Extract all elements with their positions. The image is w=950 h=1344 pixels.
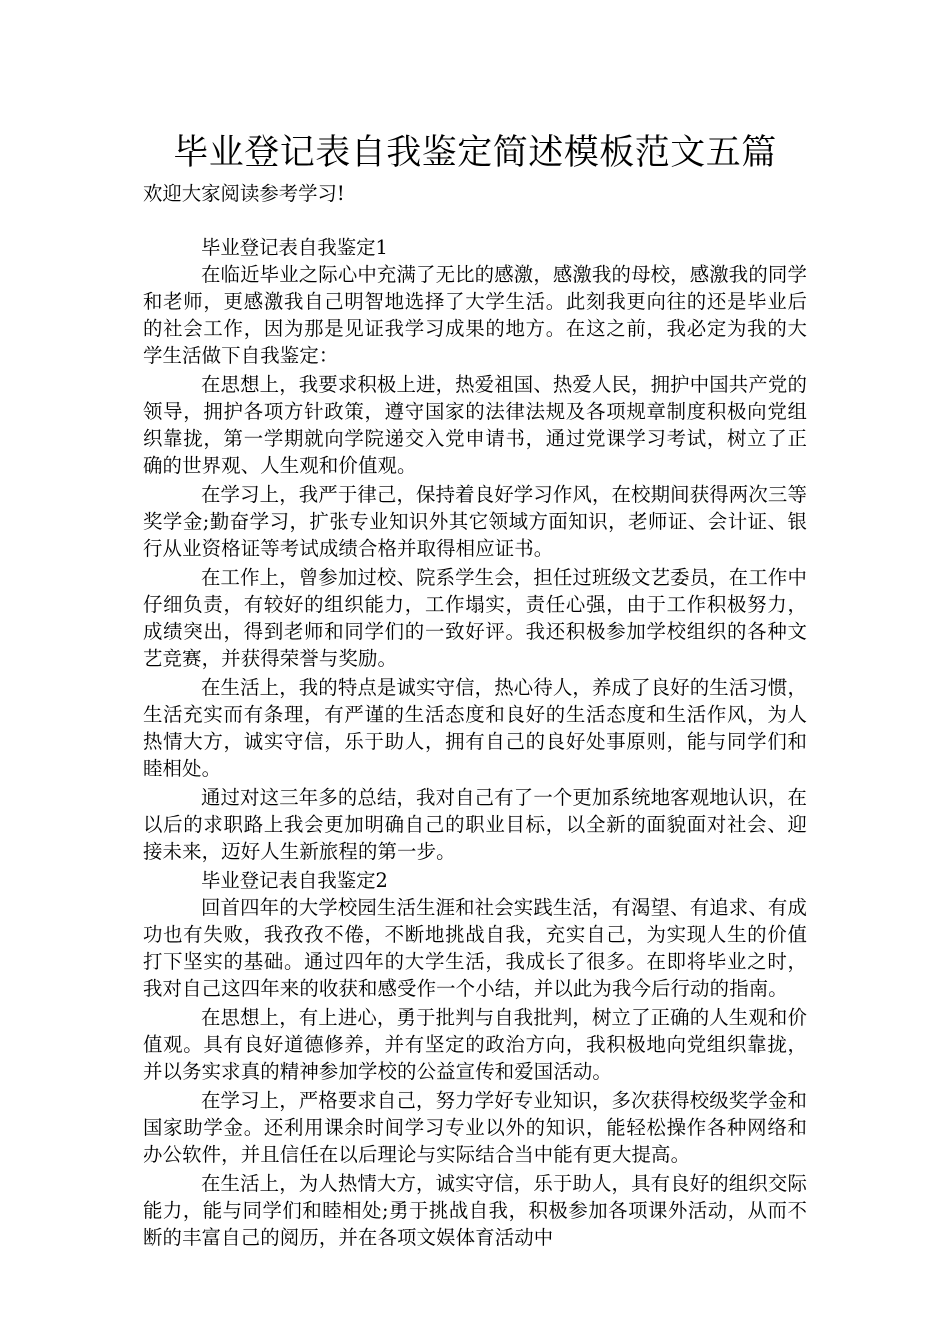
section-heading: 毕业登记表自我鉴定1 bbox=[201, 236, 388, 259]
paragraph: 通过对这三年多的总结，我对自己有了一个更加系统地客观地认识，在以后的求职路上我会更加明确自己的职业目标，以全新的面貌面对社会、迎接未来，迈好人生新旅程的第一步。 bbox=[143, 786, 807, 863]
paragraph: 在学习上，我严于律己，保持着良好学习作风，在校期间获得两次三等奖学金;勤奋学习，扩张专业知识外其它领域方面知识，老师证、会计证、银行从业资格证等考试成绩合格并取得相应证书。 bbox=[143, 483, 807, 560]
blank-line bbox=[143, 207, 807, 234]
paragraph: 在临近毕业之际心中充满了无比的感激，感激我的母校，感激我的同学和老师，更感激我自己明智地选择了大学生活。此刻我更向往的还是毕业后的社会工作，因为那是见证我学习成果的地方。在这之前，我必定为我的大学生活做下自我鉴定： bbox=[143, 263, 807, 367]
section-1 bbox=[143, 234, 807, 865]
paragraph: 在工作上，曾参加过校、院系学生会，担任过班级文艺委员，在工作中仔细负责，有较好的组织能力，工作塌实，责任心强，由于工作积极努力，成绩突出，得到老师和同学们的一致好评。我还积极参加学校组织的各种文艺竞赛，并获得荣誉与奖励。 bbox=[143, 566, 807, 670]
document-page bbox=[143, 128, 807, 1253]
document-title: 毕业登记表自我鉴定简述模板范文五篇 bbox=[173, 133, 777, 173]
intro-text: 欢迎大家阅读参考学习! bbox=[143, 182, 345, 205]
section-2 bbox=[143, 867, 807, 1251]
paragraph: 在学习上，严格要求自己，努力学好专业知识，多次获得校级奖学金和国家助学金。还利用课余时间学习专业以外的知识，能轻松操作各种网络和办公软件，并且信任在以后理论与实际结合当中能有更大提高。 bbox=[143, 1089, 807, 1166]
paragraph: 回首四年的大学校园生活生涯和社会实践生活，有渴望、有追求、有成功也有失败，我孜孜不倦，不断地挑战自我，充实自己，为实现人生的价值打下坚实的基础。通过四年的大学生活，我成长了很多。在即将毕业之时，我对自己这四年来的收获和感受作一个小结，并以此为我今后行动的指南。 bbox=[143, 896, 807, 1000]
paragraph: 在思想上，我要求积极上进，热爱祖国、热爱人民，拥护中国共产党的领导，拥护各项方针政策，遵守国家的法律法规及各项规章制度积极向党组织靠拢，第一学期就向学院递交入党申请书，通过党课学习考试，树立了正确的世界观、人生观和价值观。 bbox=[143, 373, 807, 477]
paragraph: 在生活上，为人热情大方，诚实守信，乐于助人，具有良好的组织交际能力，能与同学们和睦相处;勇于挑战自我，积极参加各项课外活动，从而不断的丰富自己的阅历，并在各项文娱体育活动中 bbox=[143, 1172, 807, 1249]
paragraph: 在生活上，我的特点是诚实守信，热心待人，养成了良好的生活习惯，生活充实而有条理，有严谨的生活态度和良好的生活态度和生活作风，为人热情大方，诚实守信，乐于助人，拥有自己的良好处事原则，能与同学们和睦相处。 bbox=[143, 676, 807, 780]
paragraph: 在思想上，有上进心，勇于批判与自我批判，树立了正确的人生观和价值观。具有良好道德修养，并有坚定的政治方向，我积极地向党组织靠拢，并以务实求真的精神参加学校的公益宣传和爱国活动。 bbox=[143, 1006, 807, 1083]
section-heading: 毕业登记表自我鉴定2 bbox=[201, 869, 388, 892]
